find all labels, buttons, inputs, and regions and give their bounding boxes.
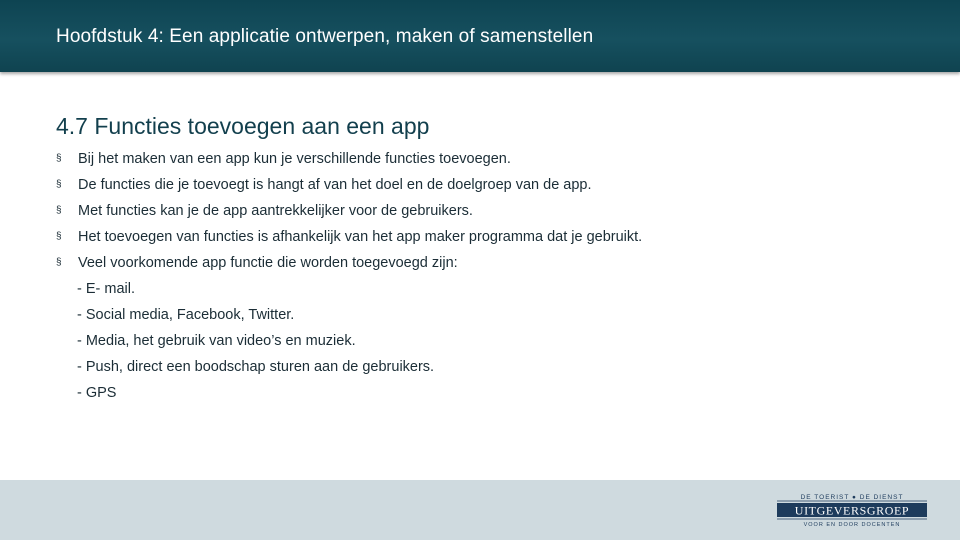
sublist-item: - E- mail. (77, 281, 135, 297)
bullet-icon: § (56, 205, 62, 216)
bullet-icon: § (56, 153, 62, 164)
logo-bottom-text: VOOR EN DOOR DOCENTEN (803, 522, 901, 528)
bullet-icon: § (56, 257, 62, 268)
logo-top-text: DE TOERIST ● DE DIENST (800, 494, 904, 501)
list-item (56, 226, 642, 252)
bullet-text: De functies die je toevoegt is hangt af van het doel en de doelgroep van de app. (78, 177, 592, 193)
logo-main-text: UITGEVERSGROEP (794, 503, 910, 518)
bullet-text: Het toevoegen van functies is afhankelijk van het app maker programma dat je gebruikt. (78, 229, 643, 245)
bullet-text: Veel voorkomende app functie die worden toegevoegd zijn: (78, 255, 458, 271)
sublist-item: - Media, het gebruik van video’s en muziek. (77, 333, 356, 349)
feature-sublist (77, 278, 434, 408)
list-item (56, 252, 642, 278)
list-item (56, 200, 642, 226)
bullet-text: Met functies kan je de app aantrekkelijker voor de gebruikers. (78, 203, 473, 219)
sublist-item: - GPS (77, 385, 117, 401)
bullet-text: Bij het maken van een app kun je verschillende functies toevoegen. (78, 151, 511, 167)
sublist-item: - Social media, Facebook, Twitter. (77, 307, 295, 323)
bullet-icon: § (56, 231, 62, 242)
list-item (56, 148, 642, 174)
bullet-list (56, 148, 642, 278)
list-item (56, 174, 642, 200)
bullet-icon: § (56, 179, 62, 190)
header-bar (0, 0, 960, 72)
section-title: 4.7 Functies toevoegen aan een app (56, 113, 430, 139)
chapter-title: Hoofdstuk 4: Een applicatie ontwerpen, maken of samenstellen (56, 26, 594, 47)
sublist-item: - Push, direct een boodschap sturen aan de gebruikers. (77, 359, 435, 375)
publisher-logo (775, 492, 929, 528)
